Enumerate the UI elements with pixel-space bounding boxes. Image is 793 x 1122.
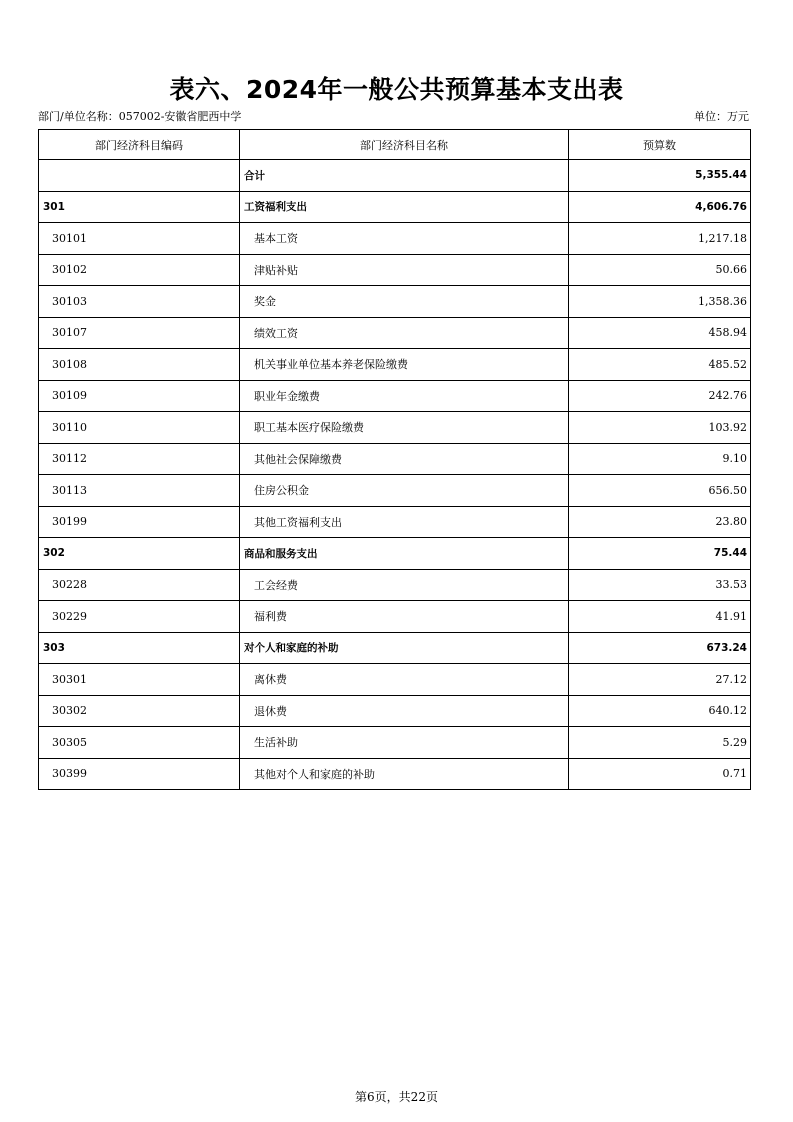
row-amount: 9.10	[569, 443, 751, 475]
row-name: 其他社会保障缴费	[240, 443, 569, 475]
table-row	[39, 695, 751, 727]
table-row	[39, 632, 751, 664]
row-name: 基本工资	[240, 223, 569, 255]
row-amount: 242.76	[569, 380, 751, 412]
row-code: 30229	[39, 601, 240, 633]
header-name: 部门经济科目名称	[240, 130, 569, 160]
table-row	[39, 286, 751, 318]
row-name: 住房公积金	[240, 475, 569, 507]
total-code	[39, 160, 240, 192]
row-amount: 485.52	[569, 349, 751, 381]
row-amount: 50.66	[569, 254, 751, 286]
table-row	[39, 223, 751, 255]
row-name: 职业年金缴费	[240, 380, 569, 412]
table-row	[39, 727, 751, 759]
row-code: 30301	[39, 664, 240, 696]
row-code: 30228	[39, 569, 240, 601]
department-label: 部门/单位名称：057002-安徽省肥西中学	[38, 110, 242, 123]
budget-table	[38, 129, 751, 790]
table-row	[39, 664, 751, 696]
row-name: 对个人和家庭的补助	[240, 632, 569, 664]
row-code: 30113	[39, 475, 240, 507]
header-code: 部门经济科目编码	[39, 130, 240, 160]
table-row	[39, 475, 751, 507]
table-row	[39, 601, 751, 633]
row-name: 商品和服务支出	[240, 538, 569, 570]
row-name: 离休费	[240, 664, 569, 696]
row-code: 30107	[39, 317, 240, 349]
row-name: 生活补助	[240, 727, 569, 759]
table-row	[39, 380, 751, 412]
row-amount: 640.12	[569, 695, 751, 727]
row-name: 退休费	[240, 695, 569, 727]
unit-label: 单位：万元	[694, 110, 749, 123]
row-amount: 458.94	[569, 317, 751, 349]
row-amount: 673.24	[569, 632, 751, 664]
row-amount: 1,217.18	[569, 223, 751, 255]
row-amount: 103.92	[569, 412, 751, 444]
table-row	[39, 349, 751, 381]
header-amount: 预算数	[569, 130, 751, 160]
table-row	[39, 758, 751, 790]
page-footer: 第6页，共22页	[355, 1090, 438, 1104]
row-name: 工资福利支出	[240, 191, 569, 223]
row-code: 303	[39, 632, 240, 664]
row-name: 其他工资福利支出	[240, 506, 569, 538]
row-amount: 656.50	[569, 475, 751, 507]
table-row	[39, 191, 751, 223]
table-header-row	[39, 130, 751, 160]
row-name: 绩效工资	[240, 317, 569, 349]
row-name: 福利费	[240, 601, 569, 633]
table-row	[39, 317, 751, 349]
table-row	[39, 254, 751, 286]
row-amount: 27.12	[569, 664, 751, 696]
row-name: 工会经费	[240, 569, 569, 601]
row-code: 301	[39, 191, 240, 223]
row-code: 30110	[39, 412, 240, 444]
row-name: 其他对个人和家庭的补助	[240, 758, 569, 790]
total-name: 合计	[240, 160, 569, 192]
row-code: 30302	[39, 695, 240, 727]
row-name: 津贴补贴	[240, 254, 569, 286]
row-code: 30108	[39, 349, 240, 381]
row-amount: 4,606.76	[569, 191, 751, 223]
row-name: 奖金	[240, 286, 569, 318]
table-row	[39, 538, 751, 570]
row-code: 302	[39, 538, 240, 570]
table-row	[39, 412, 751, 444]
row-code: 30109	[39, 380, 240, 412]
table-row	[39, 569, 751, 601]
row-code: 30102	[39, 254, 240, 286]
row-amount: 5.29	[569, 727, 751, 759]
row-amount: 1,358.36	[569, 286, 751, 318]
row-code: 30112	[39, 443, 240, 475]
row-code: 30305	[39, 727, 240, 759]
total-amount: 5,355.44	[569, 160, 751, 192]
table-row	[39, 443, 751, 475]
row-code: 30399	[39, 758, 240, 790]
row-name: 职工基本医疗保险缴费	[240, 412, 569, 444]
row-code: 30199	[39, 506, 240, 538]
table-row	[39, 506, 751, 538]
row-amount: 0.71	[569, 758, 751, 790]
row-code: 30101	[39, 223, 240, 255]
row-amount: 33.53	[569, 569, 751, 601]
total-row	[39, 160, 751, 192]
row-amount: 23.80	[569, 506, 751, 538]
row-amount: 75.44	[569, 538, 751, 570]
row-code: 30103	[39, 286, 240, 318]
row-amount: 41.91	[569, 601, 751, 633]
page-title: 表六、2024年一般公共预算基本支出表	[169, 75, 624, 104]
row-name: 机关事业单位基本养老保险缴费	[240, 349, 569, 381]
